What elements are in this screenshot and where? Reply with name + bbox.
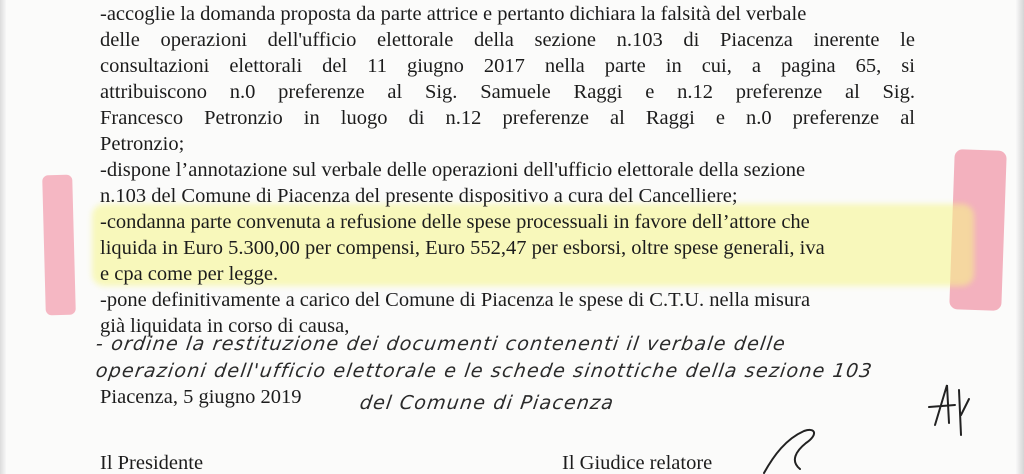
judge-signature	[760, 425, 840, 474]
handwritten-line-1: - ordine la restituzione dei documenti contenenti il verbale delle	[94, 333, 788, 355]
place-date: Piacenza, 5 giugno 2019	[100, 386, 302, 408]
ruling-line: e cpa come per legge.	[100, 263, 279, 285]
president-label: Il Presidente	[100, 452, 204, 474]
ruling-line: -pone definitivamente a carico del Comune di Piacenza le spese di C.T.U. nella misura	[100, 289, 811, 311]
initials-signature	[925, 375, 975, 445]
ruling-line: liquida in Euro 5.300,00 per compensi, Euro 552,47 per esborsi, oltre spese generali, iva	[100, 237, 825, 259]
page-shadow-left	[0, 0, 6, 474]
ruling-line: delle operazioni dell'ufficio elettorale della sezione n.103 di Piacenza inerente le	[100, 29, 915, 51]
handwritten-line-2: operazioni dell'ufficio elettorale e le schede sinottiche della sezione 103	[94, 360, 875, 382]
ruling-line: -accoglie la domanda proposta da parte attrice e pertanto dichiara la falsità del verbale	[100, 3, 807, 25]
handwritten-line-3: del Comune di Piacenza	[358, 392, 616, 414]
ruling-line: -dispone l’annotazione sul verbale delle operazioni dell'ufficio elettorale della sezione	[100, 159, 806, 181]
ruling-line: già liquidata in corso di causa,	[100, 315, 350, 337]
ruling-line: n.103 del Comune di Piacenza del presente dispositivo a cura del Cancelliere;	[100, 185, 738, 207]
ruling-line: -condanna parte convenuta a refusione delle spese processuali in favore dell’attore che	[100, 211, 810, 233]
page-shadow-right	[1016, 0, 1024, 474]
ruling-line: Petronzio;	[100, 133, 185, 155]
judge-label: Il Giudice relatore	[562, 452, 713, 474]
ruling-line: Francesco Petronzio in luogo di n.12 preferenze al Raggi e n.0 preferenze al	[100, 107, 915, 129]
ruling-line: consultazioni elettorali del 11 giugno 2017 nella parte in cui, a pagina 65, si	[100, 55, 915, 77]
pink-marker-left	[42, 175, 76, 316]
ruling-line: attribuiscono n.0 preferenze al Sig. Samuele Raggi e n.12 preferenze al Sig.	[100, 81, 915, 103]
